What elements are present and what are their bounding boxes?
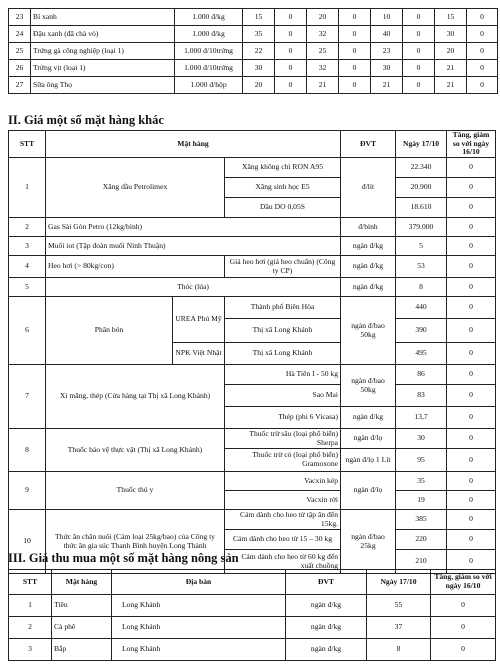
table-row: Thị xã Long Khánh 390 0 <box>9 319 496 343</box>
section-title-other-items: II. Giá một số mặt hàng khác <box>8 113 164 127</box>
table-header <box>9 131 496 158</box>
header-unit: ĐVT <box>341 131 396 158</box>
header-change: Tăng, giảm so với ngày 16/10 <box>447 131 496 158</box>
table-row: 2 Cà phê Long Khánh ngàn đ/kg 37 0 <box>9 617 496 639</box>
table-row: Thuốc trừ cỏ (loại phổ biến) Gramoxone ngàn đ/lọ 1 Lít 95 0 <box>9 449 496 472</box>
header-change: Tăng, giảm so với ngày 16/10 <box>431 570 496 595</box>
table-row: 7 Xi măng, thép (Cửa hàng tại Thị xã Long Khánh) Hà Tiên I - 50 kg ngàn đ/bao 50kg 86 0 <box>9 365 496 385</box>
price-table-farm-products <box>8 569 496 661</box>
price-table-top <box>8 8 498 94</box>
header-item: Mặt hàng <box>46 131 341 158</box>
table-row: 27 Sữa ông Thọ 1.000 đ/hộp 20 0 21 0 21 0 21 0 <box>9 77 498 94</box>
table-row: 1 Tiêu Long Khánh ngàn đ/kg 55 0 <box>9 595 496 617</box>
header-stt: STT <box>9 131 46 158</box>
table-row: Cám dành cho heo từ 60 kg đến xuất chuồng 210 0 <box>9 550 496 574</box>
table-row: Sao Mai 83 0 <box>9 385 496 407</box>
table-row: 3 Muối iot (Tập đoàn muối Ninh Thuận) ngàn đ/kg 5 0 <box>9 237 496 256</box>
table-row: 4 Heo hơi (> 80kg/con) Giá heo hơi (giá heo chuẩn) (Công ty CP) ngàn đ/kg 53 0 <box>9 256 496 278</box>
section-title-farm-products: III. Giá thu mua một số mặt hàng nông sản <box>8 551 239 565</box>
table-row: 23 Bí xanh 1.000 đ/kg 15 0 20 0 10 0 15 0 <box>9 9 498 26</box>
header-area: Địa bàn <box>112 570 286 595</box>
header-date: Ngày 17/10 <box>367 570 431 595</box>
table-row: Vacxin rời 19 0 <box>9 491 496 510</box>
table-header <box>9 570 496 595</box>
table-row: 26 Trứng vịt (loại 1) 1.000 đ/10trứng 30 0 32 0 30 0 21 0 <box>9 60 498 77</box>
header-date: Ngày 17/10 <box>396 131 447 158</box>
table-row: 10 Thức ăn chăn nuôi (Cám loại 25kg/bao) của Công ty thức ăn gia súc Thanh Bình huyện Long Thành Cám dành cho heo từ tập ăn đến 15kg. ngàn đ/bao 25kg 385 0 <box>9 510 496 530</box>
table-row: Xăng sinh học E5 20.900 0 <box>9 178 496 198</box>
table-row: 9 Thuốc thú y Vacxin kép ngàn đ/lọ 35 0 <box>9 472 496 491</box>
table-row: NPK Việt Nhật Thị xã Long Khánh 495 0 <box>9 343 496 365</box>
table-row: 24 Đậu xanh (đã chà vỏ) 1.000 đ/kg 35 0 32 0 40 0 30 0 <box>9 26 498 43</box>
price-table-other-items <box>8 130 496 574</box>
table-row: 6 Phân bón UREA Phú Mỹ Thành phố Biên Hòa ngàn đ/bao 50kg 440 0 <box>9 297 496 319</box>
table-row: Thép (phi 6 Vicasa) ngàn đ/kg 13,7 0 <box>9 407 496 429</box>
table-row: 3 Bắp Long Khánh ngàn đ/kg 8 0 <box>9 639 496 661</box>
table-row: Dầu DO 0,05S 18.610 0 <box>9 198 496 218</box>
table-row: 8 Thuốc bảo vệ thực vật (Thị xã Long Khánh) Thuốc trừ sâu (loại phổ biến) Sherpa ngàn đ/lọ 30 0 <box>9 429 496 449</box>
table-row: Cám dành cho heo từ 15 – 30 kg 220 0 <box>9 530 496 550</box>
table-row: 25 Trứng gà công nghiệp (loại 1) 1.000 đ/10trứng 22 0 25 0 23 0 20 0 <box>9 43 498 60</box>
table-row: 2 Gas Sài Gòn Petro (12kg/bình) đ/bình 379.000 0 <box>9 218 496 237</box>
header-unit: ĐVT <box>286 570 367 595</box>
header-stt: STT <box>9 570 52 595</box>
header-item: Mặt hàng <box>52 570 112 595</box>
table-row: 1 Xăng dầu Petrolimex Xăng không chì RON A95 đ/lít 22.340 0 <box>9 158 496 178</box>
table-row: 5 Thóc (lúa) ngàn đ/kg 8 0 <box>9 278 496 297</box>
